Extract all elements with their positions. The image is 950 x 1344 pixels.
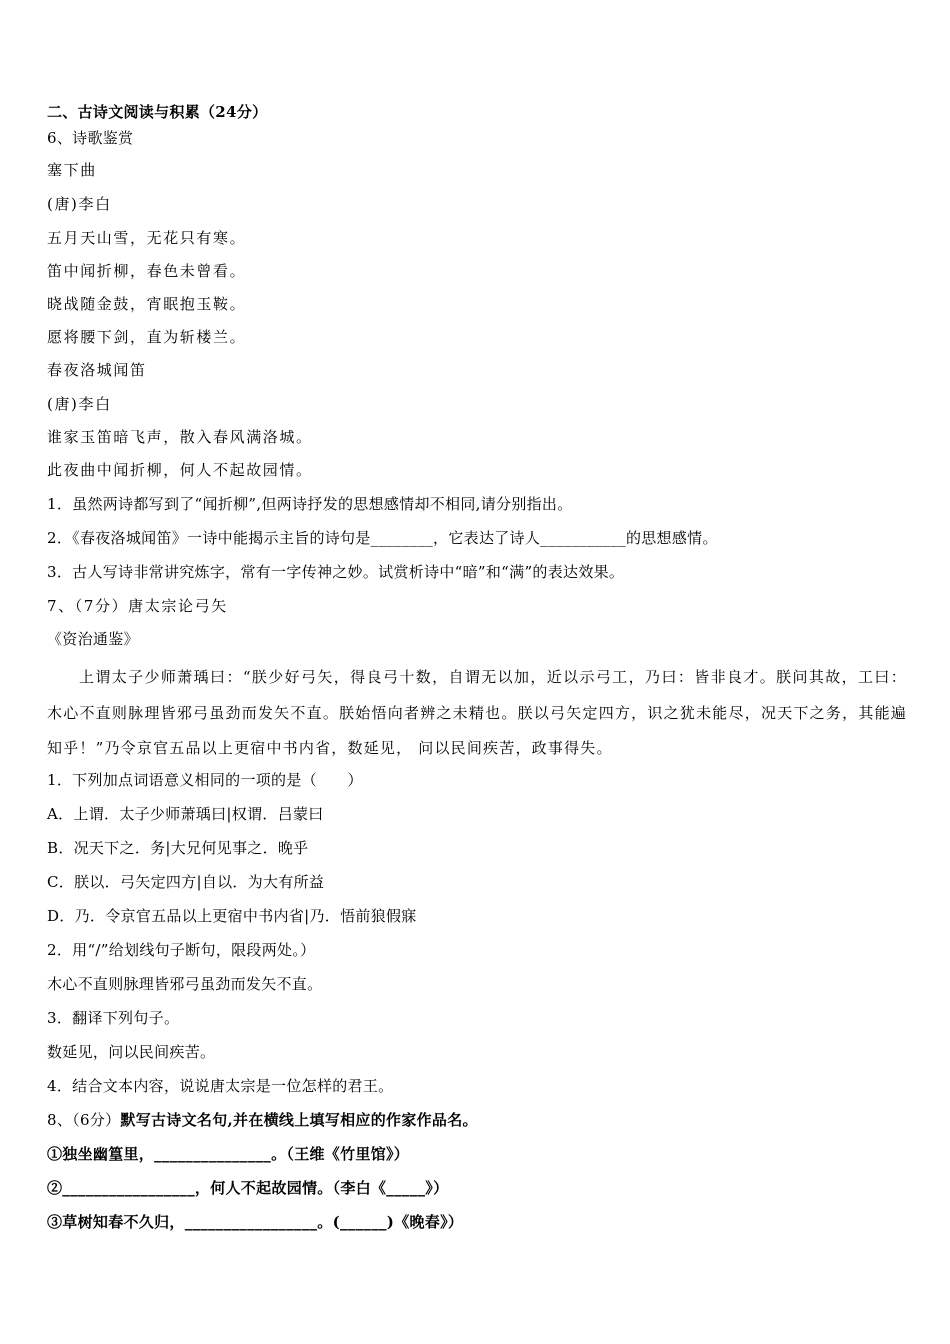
q8-heading-num: 8、（6分） [47, 1111, 121, 1129]
poem1-line: 愿将腰下剑，直为斩楼兰。 [47, 328, 247, 346]
poem1-title: 塞下曲 [47, 161, 97, 179]
poem2-line: 谁家玉笛暗飞声，散入春风满洛城。 [47, 428, 313, 446]
q8-item: ③草树知春不久归，_________________。(______)《晚春》） [47, 1213, 464, 1231]
q8-heading-text: 默写古诗文名句,并在横线上填写相应的作家作品名。 [120, 1111, 478, 1129]
q7-option-a: A．上谓．太子少师萧瑀曰|权谓．吕蒙曰 [47, 805, 324, 823]
q7-q2-stem: 2．用“/”给划线句子断句，限段两处。） [47, 941, 316, 959]
q7-option-b: B．况天下之．务|大兄何见事之．晚乎 [47, 839, 309, 857]
q7-q3-sentence: 数延见，问以民间疾苦。 [47, 1043, 216, 1061]
q7-passage: 上谓太子少师萧瑀曰：“朕少好弓矢，得良弓十数，自谓无以加，近以示弓工，乃曰：皆非良才。朕问其故，工曰：木心不直则脉理皆邪弓虽劲而发矢不直。朕始悟向者辨之未精也。朕以弓矢定四方，识之犹未能尽，况天下之务，其能遍知乎！”乃令京官五品以上更宿中书内省，数延见， 问以民间疾苦，政事得失。 [47, 668, 907, 757]
poem2-title: 春夜洛城闻笛 [47, 361, 147, 379]
q7-option-d: D．乃．令京官五品以上更宿中书内省|乃．悟前狼假寐 [47, 907, 417, 925]
q8-item: ②_________________，何人不起故园情。（李白《_____》） [47, 1179, 449, 1197]
q7-q3-stem: 3．翻译下列句子。 [47, 1009, 180, 1027]
q6-question: 3．古人写诗非常讲究炼字，常有一字传神之妙。试赏析诗中“暗”和“满”的表达效果。 [47, 563, 625, 581]
q6-question: 1．虽然两诗都写到了“闻折柳”,但两诗抒发的思想感情却不相同,请分别指出。 [47, 495, 573, 513]
q7-source: 《资治通鉴》 [47, 630, 139, 648]
q7-q4-stem: 4．结合文本内容，说说唐太宗是一位怎样的君王。 [47, 1077, 394, 1095]
q6-question: 2．《春夜洛城闻笛》一诗中能揭示主旨的诗句是________，它表达了诗人___________的思想感情。 [47, 529, 718, 547]
section-title: 二、古诗文阅读与积累（24分） [47, 103, 268, 121]
poem2-line: 此夜曲中闻折柳，何人不起故园情。 [47, 461, 313, 479]
poem1-line: 五月天山雪，无花只有寒。 [47, 229, 247, 247]
q6-heading: 6、诗歌鉴赏 [47, 129, 134, 147]
poem1-line: 笛中闻折柳，春色未曾看。 [47, 262, 247, 280]
q7-option-c: C．朕以．弓矢定四方|自以．为大有所益 [47, 873, 325, 891]
q8-item: ①独坐幽篁里，_______________。（王维《竹里馆》） [47, 1145, 410, 1163]
q7-q2-sentence: 木心不直则脉理皆邪弓虽劲而发矢不直。 [47, 975, 323, 993]
poem2-author: (唐)李白 [47, 395, 112, 413]
q7-heading: 7、（7分）唐太宗论弓矢 [47, 597, 228, 615]
q7-q1-stem: 1．下列加点词语意义相同的一项的是（ ） [47, 771, 363, 789]
poem1-author: (唐)李白 [47, 195, 112, 213]
poem1-line: 晓战随金鼓，宵眠抱玉鞍。 [47, 295, 247, 313]
q8-heading [47, 1110, 478, 1130]
